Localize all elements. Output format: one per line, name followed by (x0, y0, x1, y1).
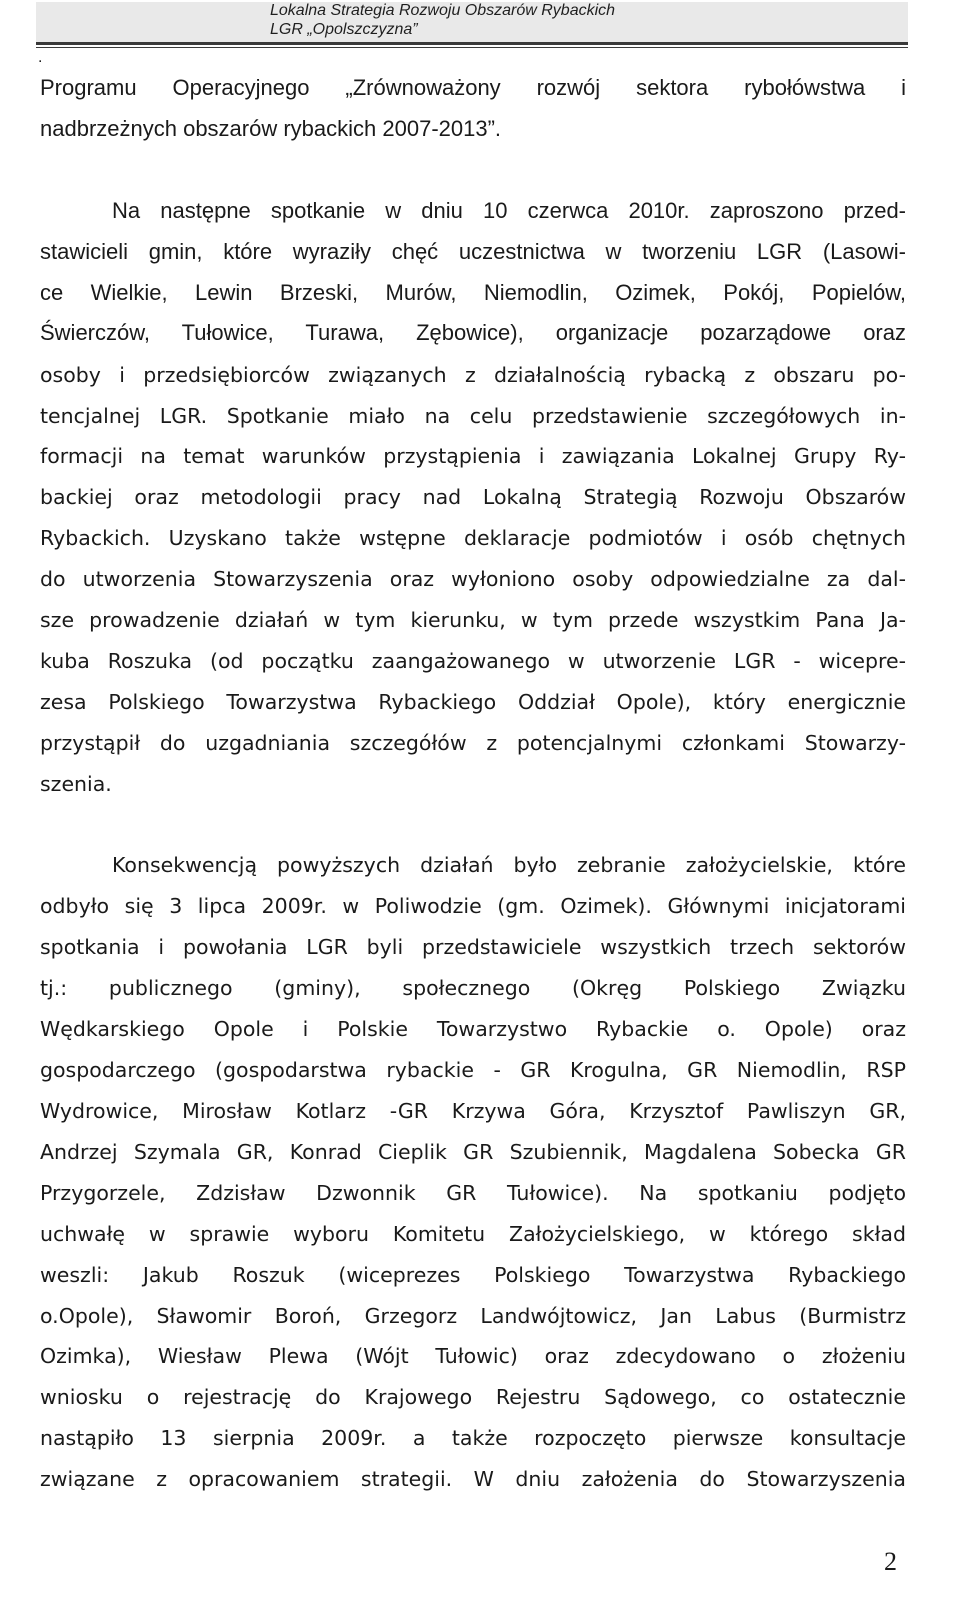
paragraph-line: gospodarczego (gospodarstwa rybackie - GR Krogulna, GR Niemodlin, RSP (40, 1058, 906, 1082)
intro-line: Programu Operacyjnego „Zrównoważony rozwój sektora rybołówstwa i (40, 75, 906, 100)
paragraph-line: formacji na temat warunków przystąpienia i zawiązania Lokalnej Grupy Ry- (40, 444, 906, 468)
paragraph-line: Na następne spotkanie w dniu 10 czerwca 2010r. zaproszono przed- (112, 198, 906, 223)
paragraph-line: przystąpił do uzgadniania szczegółów z potencjalnymi członkami Stowarzy- (40, 731, 906, 755)
paragraph-line: o.Opole), Sławomir Boroń, Grzegorz Landwójtowicz, Jan Labus (Burmistrz (40, 1304, 906, 1328)
paragraph-line: zesa Polskiego Towarzystwa Rybackiego Oddział Opole), który energicznie (40, 690, 906, 714)
paragraph-line: backiej oraz metodologii pracy nad Lokalną Strategią Rozwoju Obszarów (40, 485, 906, 509)
paragraph-line: spotkania i powołania LGR byli przedstawiciele wszystkich trzech sektorów (40, 935, 906, 959)
header-title-line1: Lokalna Strategia Rozwoju Obszarów Rybackich (270, 2, 616, 19)
paragraph-line: ce Wielkie, Lewin Brzeski, Murów, Niemodlin, Ozimek, Pokój, Popielów, (40, 280, 906, 305)
paragraph-line: Andrzej Szymala GR, Konrad Cieplik GR Szubiennik, Magdalena Sobecka GR (40, 1140, 906, 1164)
paragraph-line: Konsekwencją powyższych działań było zebranie założycielskie, które (112, 853, 906, 877)
intro-line: nadbrzeżnych obszarów rybackich 2007-2013”. (40, 116, 502, 141)
paragraph-line: weszli: Jakub Roszuk (wiceprezes Polskiego Towarzystwa Rybackiego (40, 1263, 906, 1287)
header-rule-thick (36, 42, 908, 45)
header-dot: . (38, 49, 43, 66)
header-title-line2: LGR „Opolszczyzna” (270, 21, 418, 38)
paragraph-line: związane z opracowaniem strategii. W dniu założenia do Stowarzyszenia (40, 1467, 906, 1491)
paragraph-line: do utworzenia Stowarzyszenia oraz wyłoniono osoby odpowiedzialne za dal- (40, 567, 906, 591)
paragraph-line: Ozimka), Wiesław Plewa (Wójt Tułowic) oraz zdecydowano o złożeniu (40, 1344, 906, 1368)
paragraph-line: Rybackich. Uzyskano także wstępne deklaracje podmiotów i osób chętnych (40, 526, 906, 550)
paragraph-line: odbyło się 3 lipca 2009r. w Poliwodzie (gm. Ozimek). Głównymi inicjatorami (40, 894, 906, 918)
paragraph-line: osoby i przedsiębiorców związanych z działalnością rybacką z obszaru po- (40, 363, 906, 387)
paragraph-line: wniosku o rejestrację do Krajowego Rejestru Sądowego, co ostatecznie (40, 1385, 906, 1409)
paragraph-line: Świerczów, Tułowice, Turawa, Zębowice), organizacje pozarządowe oraz (40, 320, 906, 345)
paragraph-line: Przygorzele, Zdzisław Dzwonnik GR Tułowice). Na spotkaniu podjęto (40, 1181, 906, 1205)
header-rule-thin (36, 47, 908, 48)
paragraph-line: kuba Roszuka (od początku zaangażowanego w utworzenie LGR - wicepre- (40, 649, 906, 673)
paragraph-line: nastąpiło 13 sierpnia 2009r. a także rozpoczęto pierwsze konsultacje (40, 1426, 906, 1450)
paragraph-line: sze prowadzenie działań w tym kierunku, w tym przede wszystkim Pana Ja- (40, 608, 906, 632)
paragraph-line: Wędkarskiego Opole i Polskie Towarzystwo Rybackie o. Opole) oraz (40, 1017, 906, 1041)
page-number: 2 (884, 1547, 897, 1576)
paragraph-line: Wydrowice, Mirosław Kotlarz -GR Krzywa Góra, Krzysztof Pawliszyn GR, (40, 1099, 906, 1123)
paragraph-line: tj.: publicznego (gminy), społecznego (Okręg Polskiego Związku (40, 976, 906, 1000)
paragraph-line: szenia. (40, 772, 112, 796)
paragraph-line: tencjalnej LGR. Spotkanie miało na celu przedstawienie szczegółowych in- (40, 404, 906, 428)
paragraph-line: stawicieli gmin, które wyraziły chęć uczestnictwa w tworzeniu LGR (Lasowi- (40, 239, 906, 264)
paragraph-line: uchwałę w sprawie wyboru Komitetu Założycielskiego, w którego skład (40, 1222, 906, 1246)
